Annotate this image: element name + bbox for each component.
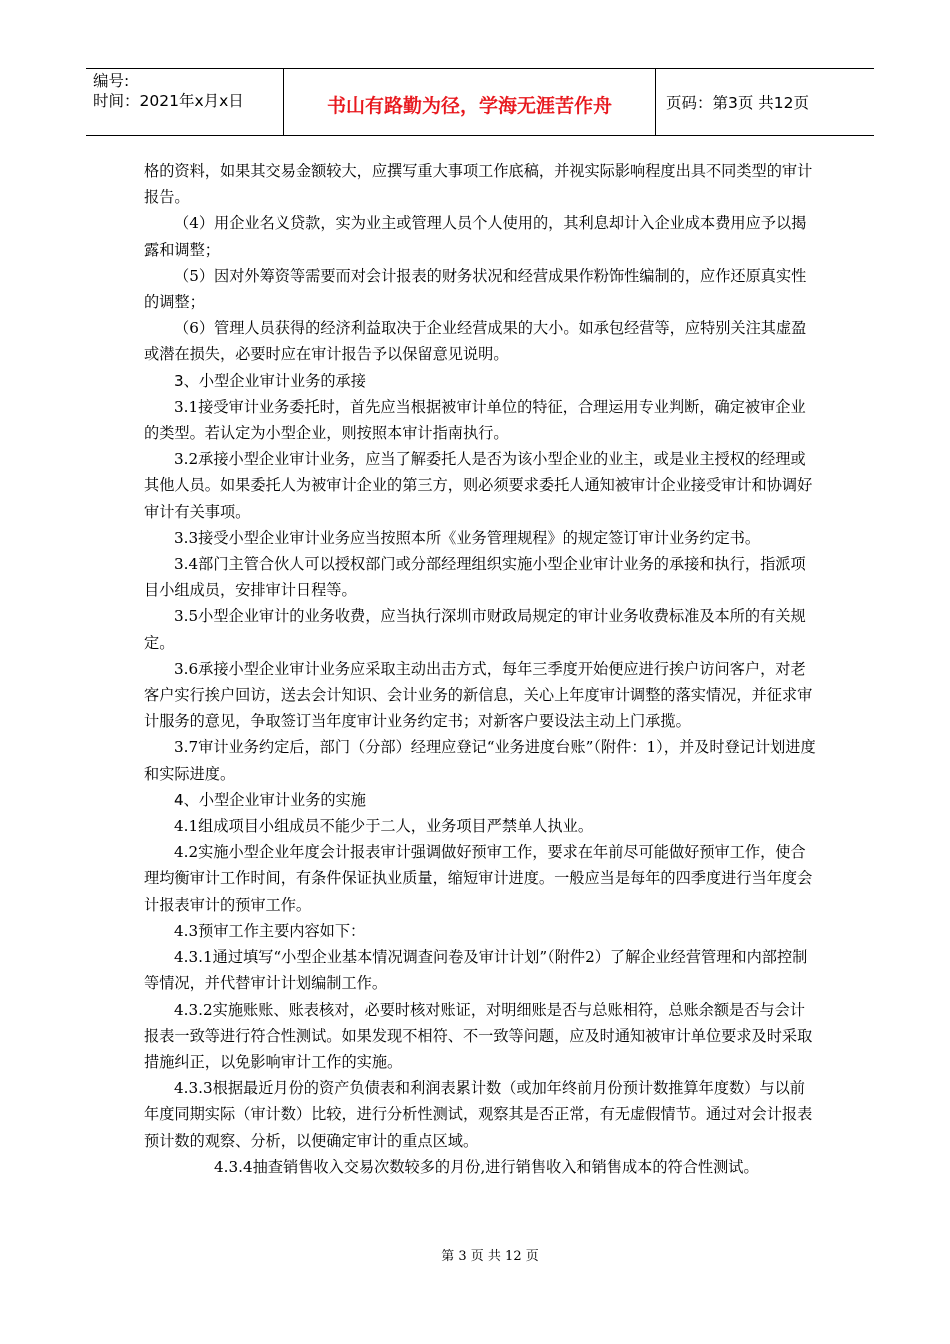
- paragraph: 3.1接受审计业务委托时，首先应当根据被审计单位的特征，合理运用专业判断，确定被审企业的类型。若认定为小型企业，则按照本审计指南执行。: [144, 397, 806, 443]
- doc-time-label: 时间：2021年x月x日: [93, 92, 244, 110]
- header-meta: [86, 69, 284, 135]
- paragraph: 4.3.4抽查销售收入交易次数较多的月份,进行销售收入和销售成本的符合性测试。: [214, 1157, 759, 1176]
- paragraph: 3.6承接小型企业审计业务应采取主动出击方式，每年三季度开始便应进行挨户访问客户，对老客户实行挨户回访，送去会计知识、会计业务的新信息，关心上年度审计调整的落实情况，并征求审计服务的意见，争取签订当年度审计业务约定书；对新客户要设法主动上门承揽。: [144, 659, 813, 731]
- paragraph: 4.1组成项目小组成员不能少于二人，业务项目严禁单人执业。: [174, 817, 594, 836]
- paragraph: 格的资料，如果其交易金额较大，应撰写重大事项工作底稿，并视实际影响程度出具不同类型的审计报告。: [144, 162, 813, 207]
- header-page-label: 页码：第3页 共12页: [666, 94, 810, 112]
- page-footer: 第 3 页 共 12 页: [441, 1249, 539, 1264]
- doc-number-label: 编号:: [93, 72, 130, 90]
- paragraph: （4）用企业名义贷款，实为业主或管理人员个人使用的，其利息却计入企业成本费用应予以揭露和调整；: [144, 214, 807, 259]
- paragraph: 3.7审计业务约定后，部门（分部）经理应登记“业务进度台账”（附件：1），并及时登记计划进度和实际进度。: [144, 738, 816, 783]
- section-heading: 4、小型企业审计业务的实施: [174, 790, 366, 809]
- paragraph: 3.5小型企业审计的业务收费，应当执行深圳市财政局规定的审计业务收费标准及本所的有关规定。: [144, 607, 806, 652]
- paragraph: 3.3接受小型企业审计业务应当按照本所《业务管理规程》的规定签订审计业务约定书。: [174, 528, 761, 547]
- paragraph: （6）管理人员获得的经济利益取决于企业经营成果的大小。如承包经营等，应特别关注其虚盈或潜在损失，必要时应在审计报告予以保留意见说明。: [144, 319, 807, 364]
- paragraph: 4.2实施小型企业年度会计报表审计强调做好预审工作，要求在年前尽可能做好预审工作，使合理均衡审计工作时间，有条件保证执业质量，缩短审计进度。一般应当是每年的四季度进行当年度会计报表审计的预审工作。: [144, 843, 813, 914]
- document-body: [144, 158, 820, 1180]
- header-motto: 书山有路勤为径，学海无涯苦作舟: [284, 69, 656, 135]
- paragraph: 4.3.2实施账账、账表核对，必要时核对账证，对明细账是否与总账相符，总账余额是否与会计报表一致等进行符合性测试。如果发现不相符、不一致等问题，应及时通知被审计单位要求及时采取措施纠正，以免影响审计工作的实施。: [144, 1000, 813, 1071]
- paragraph: 4.3.1通过填写“小型企业基本情况调查问卷及审计计划”（附件2）了解企业经营管理和内部控制等情况，并代替审计计划编制工作。: [144, 948, 808, 993]
- paragraph: 3.2承接小型企业审计业务，应当了解委托人是否为该小型企业的业主，或是业主授权的经理或其他人员。如果委托人为被审计企业的第三方，则必须要求委托人通知被审计企业接受审计和协调好审计有关事项。: [144, 450, 813, 521]
- document-header: [86, 68, 874, 136]
- paragraph: 3.4部门主管合伙人可以授权部门或分部经理组织实施小型企业审计业务的承接和执行，指派项目小组成员，安排审计日程等。: [144, 555, 806, 600]
- paragraph: 4.3.3根据最近月份的资产负债表和利润表累计数（或加年终前月份预计数推算年度数）与以前年度同期实际（审计数）比较，进行分析性测试，观察其是否正常，有无虚假情节。通过对会计报表预计数的观察、分析，以便确定审计的重点区域。: [144, 1079, 813, 1150]
- paragraph: （5）因对外筹资等需要而对会计报表的财务状况和经营成果作粉饰性编制的，应作还原真实性的调整；: [144, 266, 807, 312]
- paragraph: 4.3预审工作主要内容如下：: [174, 921, 366, 940]
- section-heading: 3、小型企业审计业务的承接: [174, 371, 366, 390]
